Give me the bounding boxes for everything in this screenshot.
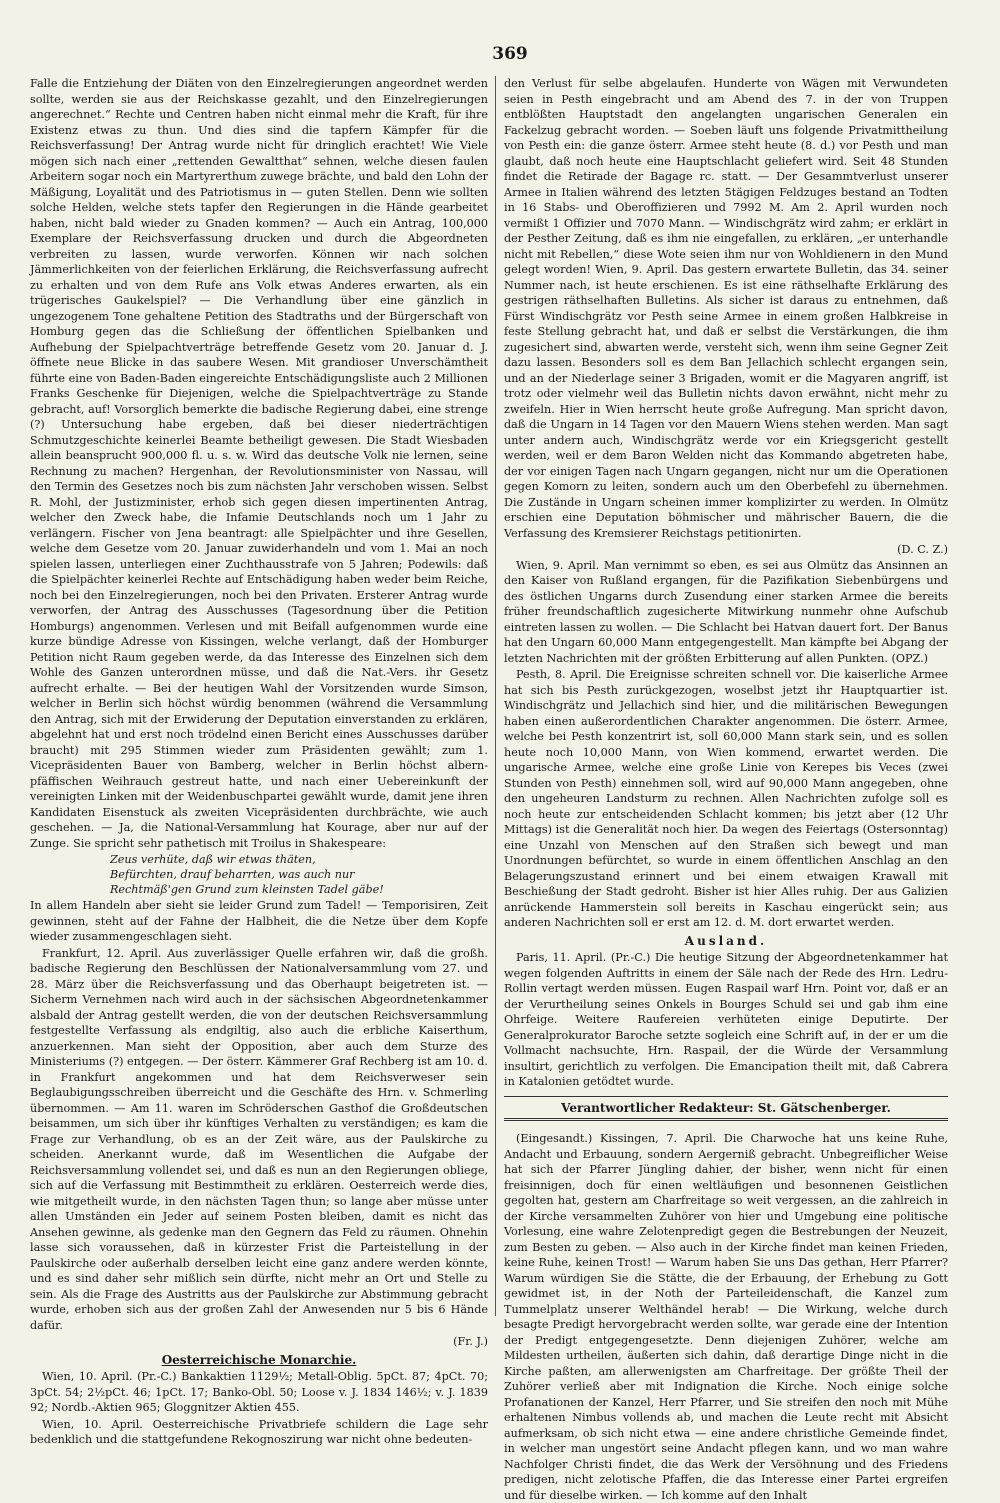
left-column	[30, 76, 488, 1446]
verse-line: Befürchten, drauf beharrten, was auch nur	[110, 868, 355, 881]
responsible-editor: Verantwortlicher Redakteur: St. Gätschenberger.	[504, 1096, 948, 1122]
source-signature: (Fr. J.)	[453, 1335, 488, 1348]
article-text: In allem Handeln aber sieht sie leider Grund zum Tadel! — Temporisiren, Zeit gewinnen, steht auf der Fahne der Halbheit, die die Netze über dem Kopfe wieder zusammengeschlagen sieht.	[30, 899, 488, 943]
article-wien-9: Wien, 9. April. Man vernimmt so eben, es sei aus Olmütz das Ansinnen an den Kaiser von Rußland ergangen, für die Pazifikation Siebenbürgens und des östlichen Ungarns durch Zusendung einer starken Armee die bereits früher freundschaftlich zugesicherte Mitwirkung nunmehr ohne Aufschub eintreten lassen zu wollen. — Die Schlacht bei Hatvan dauert fort. Der Banus hat den Ungarn 60,000 Mann entgegengestellt. Man kämpfte bei Abgang der letzten Nachrichten mit der größten Erbitterung auf allen Punkten. (OPZ.)	[504, 558, 948, 665]
article-wien: Wien, 10. April. Oesterreichische Privatbriefe schildern die Lage sehr bedenklich und die stattgefundene Rekognoszirung war nicht ohne bedeuten-	[30, 1417, 488, 1446]
page-number: 369	[492, 44, 528, 64]
article-paris: Paris, 11. April. (Pr.-C.) Die heutige Sitzung der Abgeordnetenkammer hat wegen folgenden Auftritts in einem der Säle nach der Rede des Hrn. Ledru-Rollin vertagt werden müssen. Eugen Raspail warf Hrn. Point vor, daß er an der Verurtheilung seines Onkels in Bourges Schuld sei und gab ihm eine Ohrfeige. Weitere Raufereien verhüteten einige Deputirte. Der Generalprokurator Baroche setzte sogleich eine Schrift auf, in der er um die Vollmacht nachsuchte, Hrn. Raspail, der die Würde der Versammlung insultirt, gerichtlich zu verfolgen. Die Emancipation theilt mit, daß Cabrera in Katalonien getödtet wurde.	[504, 951, 948, 1088]
column-divider	[495, 76, 496, 1316]
verse-line: Rechtmäß'gen Grund zum kleinsten Tadel gäbe!	[110, 883, 384, 896]
article-text: den Verlust für selbe abgelaufen. Hunderte von Wägen mit Verwundeten seien in Pesth eingebracht und am Abend des 7. in der von Truppen entblößten Hauptstadt den angelangten ungarischen Generalen ein Fackelzug gebracht worden. — Soeben läuft uns folgende Privatmittheilung von Pesth ein: die ganze österr. Armee steht heute (8. d.) vor Pesth und man glaubt, daß noch heute eine Hauptschlacht geliefert wird. Seit 48 Stunden findet die Retirade der Bagage rc. statt. — Der Gesammtverlust unserer Armee in Italien während des letzten 5tägigen Feldzuges bestand an Todten in 16 Stabs- und Oberoffizieren und 7992 M. Am 2. April wurden noch vermißt 1 Offizier und 7070 Mann. — Windischgrätz wird zahm; er erklärt in der Pesther Zeitung, daß es ihm nie eingefallen, zu erklären, „er unterhandle nicht mit Rebellen,“ diese Wote seien ihm nur von Wohldienern in den Mund gelegt worden! Wien, 9. April. Das gestern erwartete Bulletin, das 34. seiner Nummer nach, ist heute erschienen. Es ist eine räthselhafte Erklärung des gestrigen räthselhaften Bulletins. Als sicher ist daraus zu entnehmen, daß Fürst Windischgrätz vor Pesth seine Armee in einem großen Halbkreise in feste Stellung gebracht hat, und daß er selbst die Verstärkungen, die ihm zugesichert sind, abwarten werde, versteht sich, wenn ihm seine Gegner Zeit dazu lassen. Besonders soll es dem Ban Jellachich schlecht ergangen sein, und an der Niederlage seiner 3 Brigaden, womit er die Magyaren angriff, ist trotz oder vielmehr weil das Bulletin nichts davon erwähnt, nicht mehr zu zweifeln. Hier in Wien herrscht heute große Aufregung. Man spricht davon, daß die Ungarn in 14 Tagen vor den Mauern Wiens stehen werden. Man sagt unter andern auch, Windischgrätz werde vor ein Kriegsgericht gestellt werden, weil er dem Baron Welden nicht das Kommando abgetreten habe, der vor einigen Tagen nach Ungarn gegangen, nicht nur um die Operationen gegen Komorn zu leiten, sondern auch um den Oberbefehl zu übernehmen. Die Zustände in Ungarn scheinen immer komplizirter zu werden. In Olmütz erschien eine Deputation böhmischer und mährischer Bauern, die die Verfassung des Kremsierer Reichstags petitionirten.	[504, 77, 948, 540]
verse-line: Zeus verhüte, daß wir etwas thäten,	[110, 853, 316, 866]
right-column	[504, 76, 948, 1502]
article-text: Falle die Entziehung der Diäten von den Einzelregierungen angeordnet werden sollte, werden sie aus der Reichskasse gezahlt, und den Einzelregierungen angerechnet.“ Rechte und Centren haben nicht einmal mehr die Kraft, für ihre Existenz etwas zu thun. Und dies sind die tapfern Kämpfer für die Reichsverfassung! Der Antrag wurde nicht für dringlich erachtet! Wie Viele mögen sich nach einer „rettenden Gewaltthat“ sehnen, welche diesen faulen Arbeitern sogar noch ein Martyrerthum zuwege brächte, und bald den Lohn der Mäßigung, Loyalität und des Patriotismus in — guten Stellen. Denn wie sollten solche Helden, welche stets tapfer den Regierungen in die Hände gearbeitet haben, nicht bald wieder zu Gnaden kommen? — Auch ein Antrag, 100,000 Exemplare der Reichsverfassung drucken und durch die Abgeordneten verbreiten zu lassen, wurde verworfen. Können wir nach solchen Jämmerlichkeiten von der feierlichen Erklärung, die Reichsverfassung aufrecht zu erhalten und von dem Rufe ans Volk etwas Anderes erwarten, als ein trügerisches Gaukelspiel? — Die Verhandlung über eine gänzlich in ungezogenem Tone gehaltene Petition des Stadtraths und der Bürgerschaft von Homburg gegen das die Schließung der öffentlichen Spielbanken und Aufhebung der Spielpachtverträge betreffende Gesetz vom 20. Januar d. J. öffnete neue Blicke in das saubere Wesen. Mit grandioser Unverschämtheit führte eine von Baden-Baden eingereichte Entschädigungsliste auch 2 Millionen Franks Geschenke für Diejenigen, welche die Spielpachtverträge zu Stande gebracht, auf! Vorsorglich bemerkte die badische Regierung dabei, eine strenge (?) Untersuchung habe ergeben, daß bei dieser niederträchtigen Schmutzgeschichte keinerlei Beamte betheiligt gewesen. Die Stadt Wiesbaden allein beansprucht 900,000 fl. u. s. w. Wird das deutsche Volk nie lernen, seine Rechnung zu machen? Hergenhan, der Revolutionsminister von Nassau, will den Termin des Gesetzes noch bis zum nächsten Jahr verschoben wissen. Selbst R. Mohl, der Justizminister, erhob sich gegen diesen impertinenten Antrag, welcher den Zweck habe, die Infamie Deutschlands noch um 1 Jahr zu verlängern. Fischer von Jena beantragt: alle Spielpächter und ihre Gesellen, welche dem Gesetze vom 20. Januar zuwiderhandeln und vom 1. Mai an noch spielen lassen, unterliegen einer Zuchthausstrafe von 5 Jahren; Podewils: daß die Spielpächter keinerlei Rechte auf Entschädigung haben weder beim Reiche, noch bei den Einzelregierungen, noch bei den Privaten. Ersterer Antrag wurde verworfen, der Antrag des Ausschusses (Tagesordnung über die Petition Homburgs) angenommen. Verlesen und mit Beifall aufgenommen wurde eine kurze bündige Adresse von Kissingen, welche verlangt, daß der Homburger Petition nicht Raum gegeben werde, da das Interesse des Einzelnen sich dem Wohle des Ganzen unterordnen müsse, und daß die Nat.-Vers. ihr Gesetz aufrecht erhalte. — Bei der heutigen Wahl der Vorsitzenden wurde Simson, welcher in Berlin sich höchst würdig benommen (während die Versammlung den Antrag, sich mit der Erwiderung der Deputation einverstanden zu erklären, abgelehnt hat und erst noch trödelnd einen Bericht eines Ausschusses darüber braucht) mit 295 Stimmen wieder zum Präsidenten gewählt; zum 1. Vicepräsidenten Bauer von Bamberg, welcher in Berlin höchst albern-pfäffischen Weihrauch gestreut hatte, und nach einer Uebereinkunft der vereinigten Linken mit der Weidenbuschpartei gewählt wurde, damit jene ihren Kandidaten Eisenstuck als zweiten Vicepräsidenten durchbrächte, wie auch geschehen. — Ja, die National-Versammlung hat Kourage, aber nur auf der Zunge. Sie spricht sehr pathetisch mit Troilus in Shakespeare:	[30, 77, 488, 850]
section-heading-austria: Oesterreichische Monarchie.	[161, 1352, 357, 1367]
article-wien-stocks: Wien, 10. April. (Pr.-C.) Bankaktien 1129½; Metall-Oblig. 5pCt. 87; 4pCt. 70; 3pCt. 54; 2½pCt. 46; 1pCt. 17; Banko-Obl. 50; Loose v. J. 1834 146½; v. J. 1839 92; Nordb.-Aktien 965; Gloggnitzer Aktien 455.	[30, 1370, 488, 1414]
verse-quote	[110, 852, 488, 897]
article-kissingen: (Eingesandt.) Kissingen, 7. April. Die Charwoche hat uns keine Ruhe, Andacht und Erbauung, sondern Aergerniß gebracht. Unbegreiflicher Weise hat sich der Pfarrer Jüngling dahier, der bisher, wenn nicht für einen freisinnigen, doch für einen weltläufigen und besonnenen Geistlichen gegolten hat, gestern am Charfreitage so weit vergessen, an die zahlreich in der Kirche versammelten Zuhörer von hier und Umgebung eine politische Vorlesung, eine wahre Zelotenpredigt gegen die Bestrebungen der Neuzeit, zum Besten zu geben. — Also auch in der Kirche findet man keinen Frieden, keine Ruhe, keinen Trost! — Warum haben Sie uns Das gethan, Herr Pfarrer? Warum würdigen Sie die Stätte, die der Erbauung, der Erhebung zu Gott gewidmet ist, in der Noth der Parteileidenschaft, die Kanzel zum Tummelplatz unserer Welthändel herab! — Die Wirkung, welche durch besagte Predigt hervorgebracht werden sollte, war gerade eine der Intention der Predigt entgegengesetzte. Denn diejenigen Zuhörer, welche am Mildesten urtheilen, äußerten sich dahin, daß derartige Dinge nicht in die Kirche paßten, am allerwenigsten am Charfreitage. Der größte Theil der Zuhörer verließ aber mit Indignation die Kirche. Noch einige solche Profanationen der Kanzel, Herr Pfarrer, und Sie streifen den noch mit Mühe erhaltenen Nimbus vollends ab, und machen die Leute recht mit Absicht aufmerksam, ob sich nicht etwa — eine andere christliche Gemeinde findet, in welcher man ungestört seine Andacht pflegen kann, und wo man wahre Nachfolger Christi findet, die das Werk der Versöhnung und des Friedens predigen, nicht zelotische Pfaffen, die das Interesse einer Partei ergreifen und für dieselbe wirken. — Ich komme auf den Inhalt	[504, 1132, 948, 1502]
section-heading-abroad: Ausland.	[684, 933, 768, 948]
article-pesth: Pesth, 8. April. Die Ereignisse schreiten schnell vor. Die kaiserliche Armee hat sich bis Pesth zurückgezogen, woselbst jetzt ihr Hauptquartier ist. Windischgrätz und Jellachich sind hier, und die militärischen Bewegungen haben einen außerordentlichen Charakter angenommen. Die österr. Armee, welche bei Pesth konzentrirt ist, soll 60,000 Mann stark sein, und es sollen heute noch 10,000 Mann, von Wien kommend, erwartet werden. Die ungarische Armee, welche eine große Linie von Kerepes bis Veces (zwei Stunden von Pesth) einnehmen soll, wird auf 90,000 Mann angegeben, ohne den ungeheuren Landsturm zu rechnen. Allen Nachrichten zufolge soll es noch heute zur entscheidenden Schlacht kommen; bis jetzt aber (12 Uhr Mittags) ist die Generalität noch hier. Da wegen des Feiertags (Ostersonntag) eine Unzahl von Menschen auf den Straßen sich bewegt und man Unordnungen befürchtet, so wurde in einem öffentlichen Anschlag an den Belagerungszustand erinnert und bei einem etwaigen Krawall mit Beschießung der Stadt gedroht. Bisher ist hier Alles ruhig. Der aus Galizien anrückende Hammerstein soll bereits in Kaschau eingerückt sein; aus anderen Nachrichten soll er erst am 12. d. M. dort erwartet werden.	[504, 668, 948, 929]
article-frankfurt: Frankfurt, 12. April. Aus zuverlässiger Quelle erfahren wir, daß die großh. badische Regierung den Beschlüssen der Nationalversammlung vom 27. und 28. März über die Reichsverfassung und das Oberhaupt beigetreten ist. — Sicherm Vernehmen nach wird auch in der sächsischen Abgeordnetenkammer alsbald der Antrag gestellt werden, die von der deutschen Reichsversammlung festgestellte Verfassung als endgiltig, also auch die erbliche Kaiserthum, anzuerkennen. Man sieht der Opposition, aber auch dem Sturze des Ministeriums (?) entgegen. — Der österr. Kämmerer Graf Rechberg ist am 10. d. in Frankfurt angekommen und hat dem Reichsverweser sein Beglaubigungsschreiben überreicht und die Geschäfte des Hrn. v. Schmerling übernommen. — Am 11. waren im Schröderschen Gasthof die Großdeutschen beisammen, um sich über ihr künftiges Verhalten zu verständigen; es kam die Frage zur Verhandlung, ob es an der Zeit wäre, aus der Paulskirche zu scheiden. Anerkannt wurde, daß im Wesentlichen die Aufgabe der Reichsversammlung vollendet sei, und daß es nun an den Regierungen obliege, sich auf die Verfassung mit Bestimmtheit zu erklären. Oesterreich werde dies, wie mitgetheilt wurde, in den nächsten Tagen thun; so lange aber müsse unter allen Umständen ein Jeder auf seinem Posten bleiben, damit es nicht das Ansehen gewinne, als gedenke man den Gegnern das Feld zu räumen. Ohnehin lasse sich voraussehen, daß in kürzester Frist die Parteistellung in der Paulskirche oder außerhalb derselben leicht eine ganz andere werden könnte, und es sind daher sehr mißlich sein dürfte, nicht mehr an Ort und Stelle zu sein. Als die Frage des Austritts aus der Paulskirche zur Abstimmung gebracht wurde, erhoben sich aus der großen Zahl der Anwesenden nur 5 bis 6 Hände dafür.	[30, 946, 488, 1332]
source-signature: (D. C. Z.)	[897, 543, 948, 556]
